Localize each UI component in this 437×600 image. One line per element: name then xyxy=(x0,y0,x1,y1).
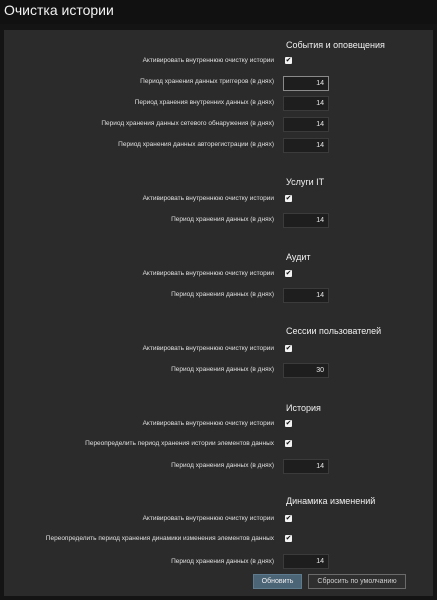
history-override-checkbox[interactable]: ✔ xyxy=(285,440,292,447)
events-enable-checkbox[interactable]: ✔ xyxy=(285,57,292,64)
section-title-trends: Динамика изменений xyxy=(286,496,376,506)
events-autoreg-input[interactable] xyxy=(283,138,329,153)
section-title-audit: Аудит xyxy=(286,252,311,262)
sessions-period-input[interactable] xyxy=(283,363,329,378)
events-discovery-label: Период хранения данных сетевого обнаружения (в днях) xyxy=(101,120,274,127)
it-services-enable-label: Активировать внутреннюю очистку истории xyxy=(142,195,274,202)
history-period-input[interactable] xyxy=(283,459,329,474)
events-enable-label: Активировать внутреннюю очистку истории xyxy=(142,57,274,64)
section-title-history: История xyxy=(286,403,321,413)
audit-period-label: Период хранения данных (в днях) xyxy=(171,291,274,298)
history-enable-label: Активировать внутреннюю очистку истории xyxy=(142,420,274,427)
audit-enable-label: Активировать внутреннюю очистку истории xyxy=(142,270,274,277)
events-internal-label: Период хранения внутренних данных (в днях) xyxy=(134,99,274,106)
settings-panel xyxy=(4,30,433,596)
events-internal-input[interactable] xyxy=(283,96,329,111)
it-services-enable-checkbox[interactable]: ✔ xyxy=(285,195,292,202)
events-discovery-input[interactable] xyxy=(283,117,329,132)
section-title-it-services: Услуги IT xyxy=(286,177,325,187)
sessions-enable-checkbox[interactable]: ✔ xyxy=(285,345,292,352)
history-period-label: Период хранения данных (в днях) xyxy=(171,462,274,469)
reset-defaults-button[interactable]: Сбросить по умолчанию xyxy=(308,574,406,589)
update-button[interactable]: Обновить xyxy=(253,574,302,589)
trends-enable-label: Активировать внутреннюю очистку истории xyxy=(142,515,274,522)
sessions-period-label: Период хранения данных (в днях) xyxy=(171,366,274,373)
section-title-sessions: Сессии пользователей xyxy=(286,326,382,336)
audit-enable-checkbox[interactable]: ✔ xyxy=(285,270,292,277)
title-bar xyxy=(0,0,437,24)
section-title-events: События и оповещения xyxy=(286,40,385,50)
page-title: Очистка истории xyxy=(4,2,114,18)
events-triggers-label: Период хранения данных триггеров (в днях) xyxy=(140,78,274,85)
history-override-label: Переопределить период хранения истории элементов данных xyxy=(85,440,274,447)
events-triggers-input[interactable] xyxy=(283,76,329,91)
sessions-enable-label: Активировать внутреннюю очистку истории xyxy=(142,345,274,352)
audit-period-input[interactable] xyxy=(283,288,329,303)
trends-enable-checkbox[interactable]: ✔ xyxy=(285,515,292,522)
trends-override-checkbox[interactable]: ✔ xyxy=(285,535,292,542)
trends-period-label: Период хранения данных (в днях) xyxy=(171,558,274,565)
trends-override-label: Переопределить период хранения динамики изменения элементов данных xyxy=(45,535,274,542)
history-enable-checkbox[interactable]: ✔ xyxy=(285,420,292,427)
it-services-period-label: Период хранения данных (в днях) xyxy=(171,216,274,223)
trends-period-input[interactable] xyxy=(283,554,329,569)
events-autoreg-label: Период хранения данных авторегистрации (в днях) xyxy=(118,141,274,148)
it-services-period-input[interactable] xyxy=(283,213,329,228)
